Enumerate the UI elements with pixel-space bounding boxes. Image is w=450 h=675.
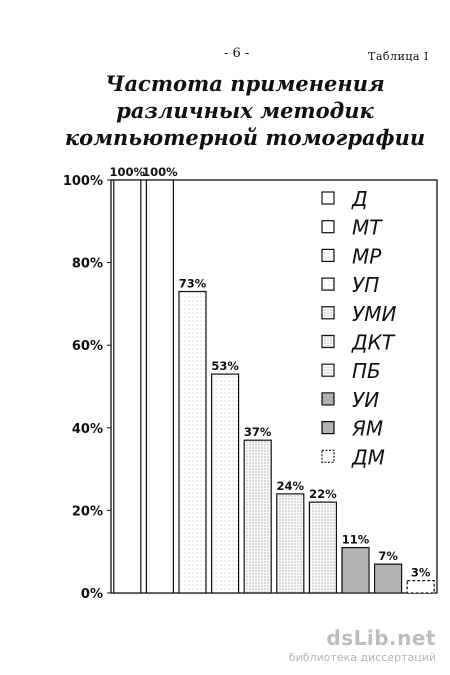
legend-label: ЯМ — [352, 416, 384, 441]
watermark-subtitle: библиотека диссертаций — [288, 651, 436, 664]
bar-value-label: 7% — [378, 549, 398, 564]
bar-4 — [212, 374, 239, 593]
y-tick-label: 100% — [62, 174, 103, 189]
legend-label: УП — [352, 273, 380, 298]
bar-3 — [179, 292, 206, 593]
chart-bars — [110, 165, 435, 593]
chart-title-line-3: компьютерной томографии — [64, 125, 426, 150]
bar-value-label: 37% — [243, 425, 272, 440]
legend-label: МТ — [352, 215, 382, 240]
legend-label: МР — [352, 244, 382, 269]
legend-swatch — [322, 393, 334, 405]
bar-10 — [407, 581, 434, 593]
bar-6 — [277, 494, 304, 593]
bar-7 — [309, 502, 336, 593]
bar-value-label: 22% — [309, 487, 337, 502]
page-number: - 6 - — [224, 46, 250, 61]
y-tick-label: 0% — [80, 587, 103, 602]
y-tick-label: 60% — [71, 339, 103, 355]
legend-swatch — [322, 192, 334, 204]
legend-swatch — [322, 278, 334, 290]
legend-swatch — [322, 249, 334, 261]
legend-label: УМИ — [352, 301, 397, 326]
legend-swatch — [322, 364, 334, 376]
bar-value-label: 100% — [109, 165, 146, 179]
legend-label: ДКТ — [352, 330, 395, 355]
bar-value-label: 11% — [341, 532, 370, 547]
bar-value-label: 3% — [410, 565, 431, 580]
legend-swatch — [322, 422, 334, 434]
watermark-logo: dsLib.net — [326, 626, 436, 650]
bar-value-label: 53% — [211, 359, 239, 374]
legend-label: ДМ — [352, 445, 385, 470]
bar-9 — [375, 564, 402, 593]
bar-2 — [146, 180, 173, 593]
y-tick-label: 80% — [71, 256, 103, 272]
bar-1 — [114, 180, 141, 593]
legend-label: ПБ — [352, 359, 381, 384]
legend-swatch — [322, 307, 334, 319]
chart-title-line-2: различных методик — [116, 98, 374, 123]
y-tick-label: 40% — [71, 421, 103, 437]
legend-swatch — [322, 221, 334, 233]
chart-title-line-1: Частота применения — [105, 71, 385, 96]
chart-legend — [322, 187, 396, 469]
legend-label: Д — [352, 187, 368, 211]
legend-swatch — [322, 336, 334, 348]
watermark — [289, 626, 436, 664]
bar-value-label: 73% — [178, 276, 207, 291]
bar-8 — [342, 548, 369, 593]
y-tick-label: 20% — [71, 504, 103, 520]
table-label: Таблица I — [368, 50, 429, 63]
legend-swatch — [322, 450, 334, 462]
legend-label: УИ — [352, 387, 380, 412]
bar-value-label: 100% — [142, 165, 178, 179]
bar-value-label: 24% — [276, 478, 305, 493]
bar-5 — [244, 440, 271, 593]
